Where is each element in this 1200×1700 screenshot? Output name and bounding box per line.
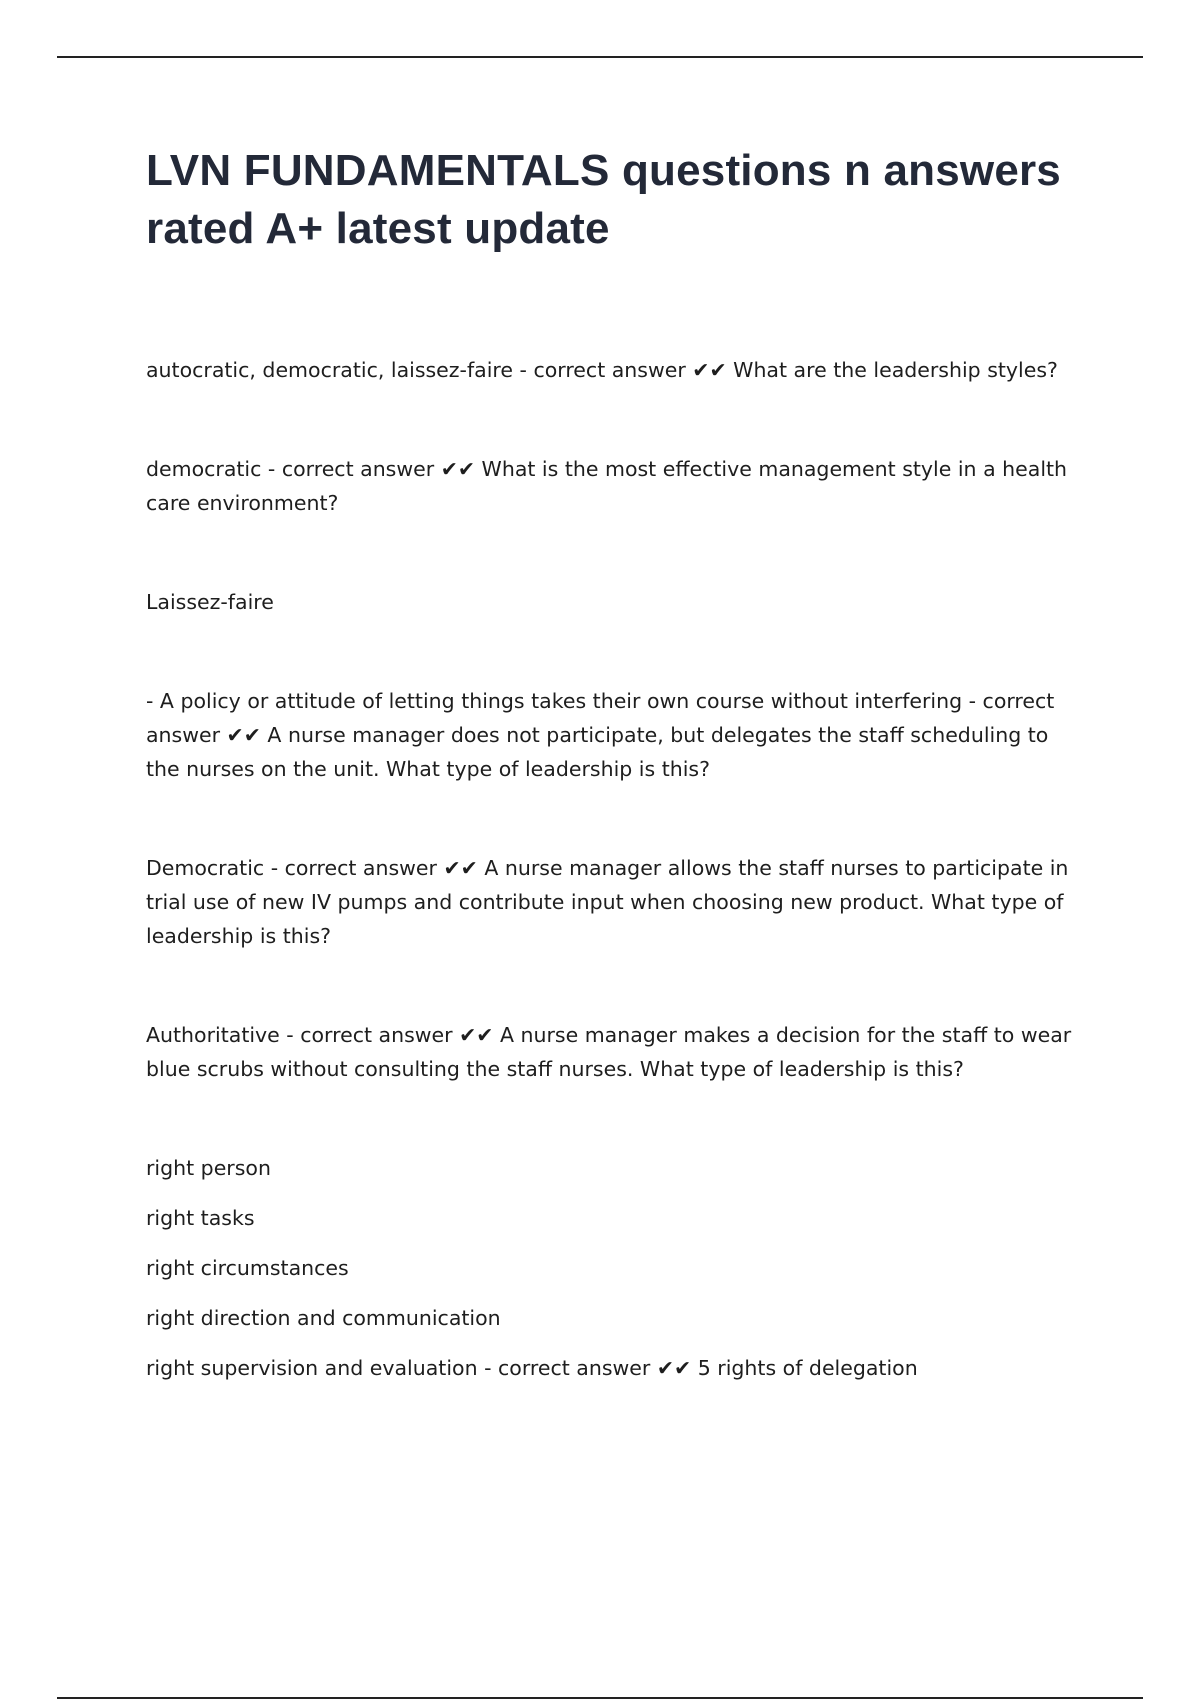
- qa-item: Laissez-faire: [146, 590, 274, 614]
- rights-line: right person: [146, 1156, 271, 1180]
- qa-item: autocratic, democratic, laissez-faire - correct answer ✔✔ What are the leadership styles?: [146, 358, 1058, 382]
- qa-item: - A policy or attitude of letting things takes their own course without interfering - correct answer ✔✔ A nurse manager does not participate, but delegates the staff scheduling to the nurses on the unit. What type of leadership is this?: [146, 689, 1055, 781]
- rights-line: right circumstances: [146, 1256, 349, 1280]
- bottom-divider: [57, 1697, 1143, 1699]
- rights-line: right direction and communication: [146, 1306, 501, 1330]
- rights-line: right tasks: [146, 1206, 255, 1230]
- top-divider: [57, 56, 1143, 58]
- rights-line: right supervision and evaluation - correct answer ✔✔ 5 rights of delegation: [146, 1356, 918, 1380]
- document-content: [146, 142, 1086, 1385]
- qa-item: Democratic - correct answer ✔✔ A nurse manager allows the staff nurses to participate in trial use of new IV pumps and contribute input when choosing new product. What type of leadership is this?: [146, 856, 1069, 948]
- delegation-rights-list: [146, 1151, 1086, 1385]
- qa-item: Authoritative - correct answer ✔✔ A nurse manager makes a decision for the staff to wear blue scrubs without consulting the staff nurses. What type of leadership is this?: [146, 1023, 1072, 1081]
- document-title: LVN FUNDAMENTALS questions n answers rated A+ latest update: [146, 146, 1061, 253]
- qa-item: democratic - correct answer ✔✔ What is the most effective management style in a health care environment?: [146, 457, 1068, 515]
